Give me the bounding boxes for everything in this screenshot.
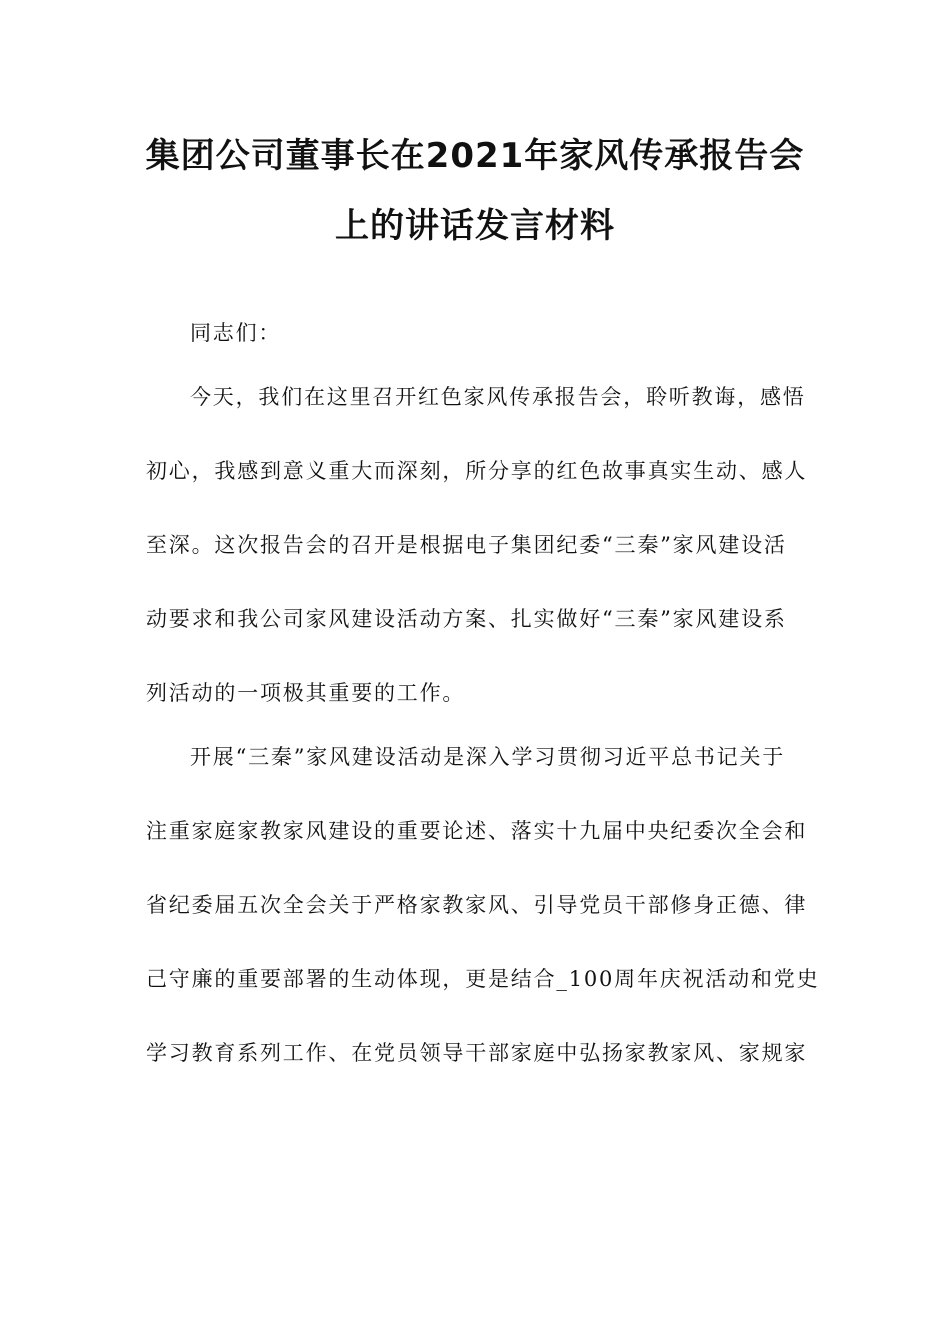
- paragraph-1-line-5: 列活动的一项极其重要的工作。: [146, 681, 466, 705]
- paragraph-1-line-4: 动要求和我公司家风建设活动方案、扎实做好“三秦”家风建设系: [146, 607, 787, 631]
- paragraph-2-line-2: 注重家庭家教家风建设的重要论述、落实十九届中央纪委次全会和: [146, 819, 808, 843]
- salutation: 同志们：: [190, 321, 282, 345]
- paragraph-1-line-1: 今天，我们在这里召开红色家风传承报告会，聆听教诲，感悟: [190, 385, 806, 409]
- document-title-line-2: 上的讲话发言材料: [335, 206, 615, 246]
- paragraph-2-line-1: 开展“三秦”家风建设活动是深入学习贯彻习近平总书记关于: [190, 745, 786, 769]
- paragraph-1-line-2: 初心，我感到意义重大而深刻，所分享的红色故事真实生动、感人: [146, 459, 808, 483]
- paragraph-2-line-3: 省纪委届五次全会关于严格家教家风、引导党员干部修身正德、律: [146, 893, 808, 917]
- document-title-line-1: 集团公司董事长在2021年家风传承报告会: [145, 136, 805, 176]
- paragraph-2-line-4: 己守廉的重要部署的生动体现，更是结合_100周年庆祝活动和党史: [146, 967, 820, 991]
- paragraph-1-line-3: 至深。这次报告会的召开是根据电子集团纪委“三秦”家风建设活: [146, 533, 787, 557]
- paragraph-2-line-5: 学习教育系列工作、在党员领导干部家庭中弘扬家教家风、家规家: [146, 1041, 808, 1065]
